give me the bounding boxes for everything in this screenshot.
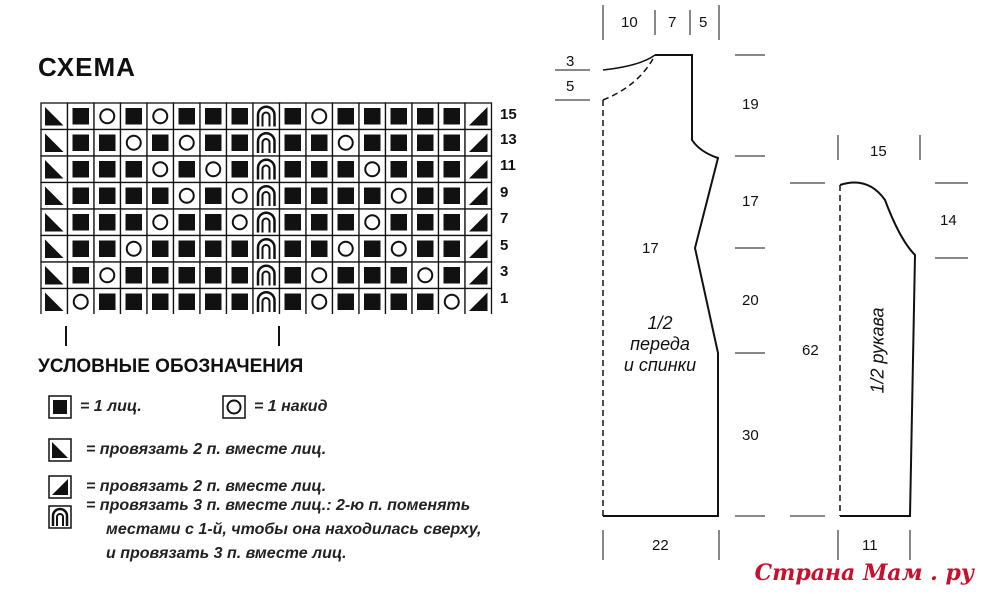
dim-shoulder-left: 10	[621, 14, 638, 31]
legend-cable-line2: местами с 1-й, чтобы она находилась сверху,	[106, 521, 482, 538]
sleeve-label: 1/2 рукава	[867, 307, 888, 394]
dim-sleeve-length: 62	[802, 342, 819, 359]
dim-shoulder-right: 5	[699, 14, 708, 31]
legend-title: УСЛОВНЫЕ ОБОЗНАЧЕНИЯ	[38, 356, 304, 377]
dim-sleeve-top: 15	[870, 143, 887, 160]
row-number: 7	[500, 210, 509, 227]
dim-bust: 17	[742, 193, 759, 210]
dim-neck-width: 7	[668, 14, 677, 31]
dim-armhole: 19	[742, 96, 759, 113]
row-number: 15	[500, 106, 517, 123]
chart-title: СХЕМА	[38, 52, 136, 82]
body-label-line3: и спинки	[623, 355, 697, 375]
dim-bottom-width: 22	[652, 537, 669, 554]
row-number: 11	[500, 157, 516, 174]
dim-neck-depth-front: 5	[566, 78, 575, 95]
body-label	[610, 313, 710, 376]
row-number: 13	[500, 131, 517, 148]
legend-left-dec: = провязать 2 п. вместе лиц.	[86, 441, 327, 458]
legend-cable-line3: и провязать 3 п. вместе лиц.	[106, 545, 347, 562]
legend-cable-line1: = провязать 3 п. вместе лиц.: 2-ю п. поменять	[86, 497, 471, 514]
dim-sleeve-bottom: 11	[862, 537, 878, 554]
row-number: 9	[500, 184, 509, 201]
dim-inner-width: 17	[642, 240, 659, 257]
dim-neck-depth-back: 3	[566, 53, 575, 70]
body-label-line1: 1/2	[647, 313, 673, 333]
legend-yo: = 1 накид	[254, 398, 328, 415]
watermark: Страна Мам . ру	[754, 560, 974, 586]
row-number: 3	[500, 263, 509, 280]
dim-sleeve-cap: 14	[940, 212, 957, 229]
dim-waist: 20	[742, 292, 759, 309]
legend-right-dec: = провязать 2 п. вместе лиц.	[86, 478, 327, 495]
body-label-line2: переда	[630, 334, 690, 354]
row-number: 1	[500, 290, 509, 307]
legend-knit: = 1 лиц.	[80, 398, 142, 415]
row-number: 5	[500, 237, 509, 254]
dim-hip: 30	[742, 427, 759, 444]
body-piece-outline	[555, 5, 765, 560]
